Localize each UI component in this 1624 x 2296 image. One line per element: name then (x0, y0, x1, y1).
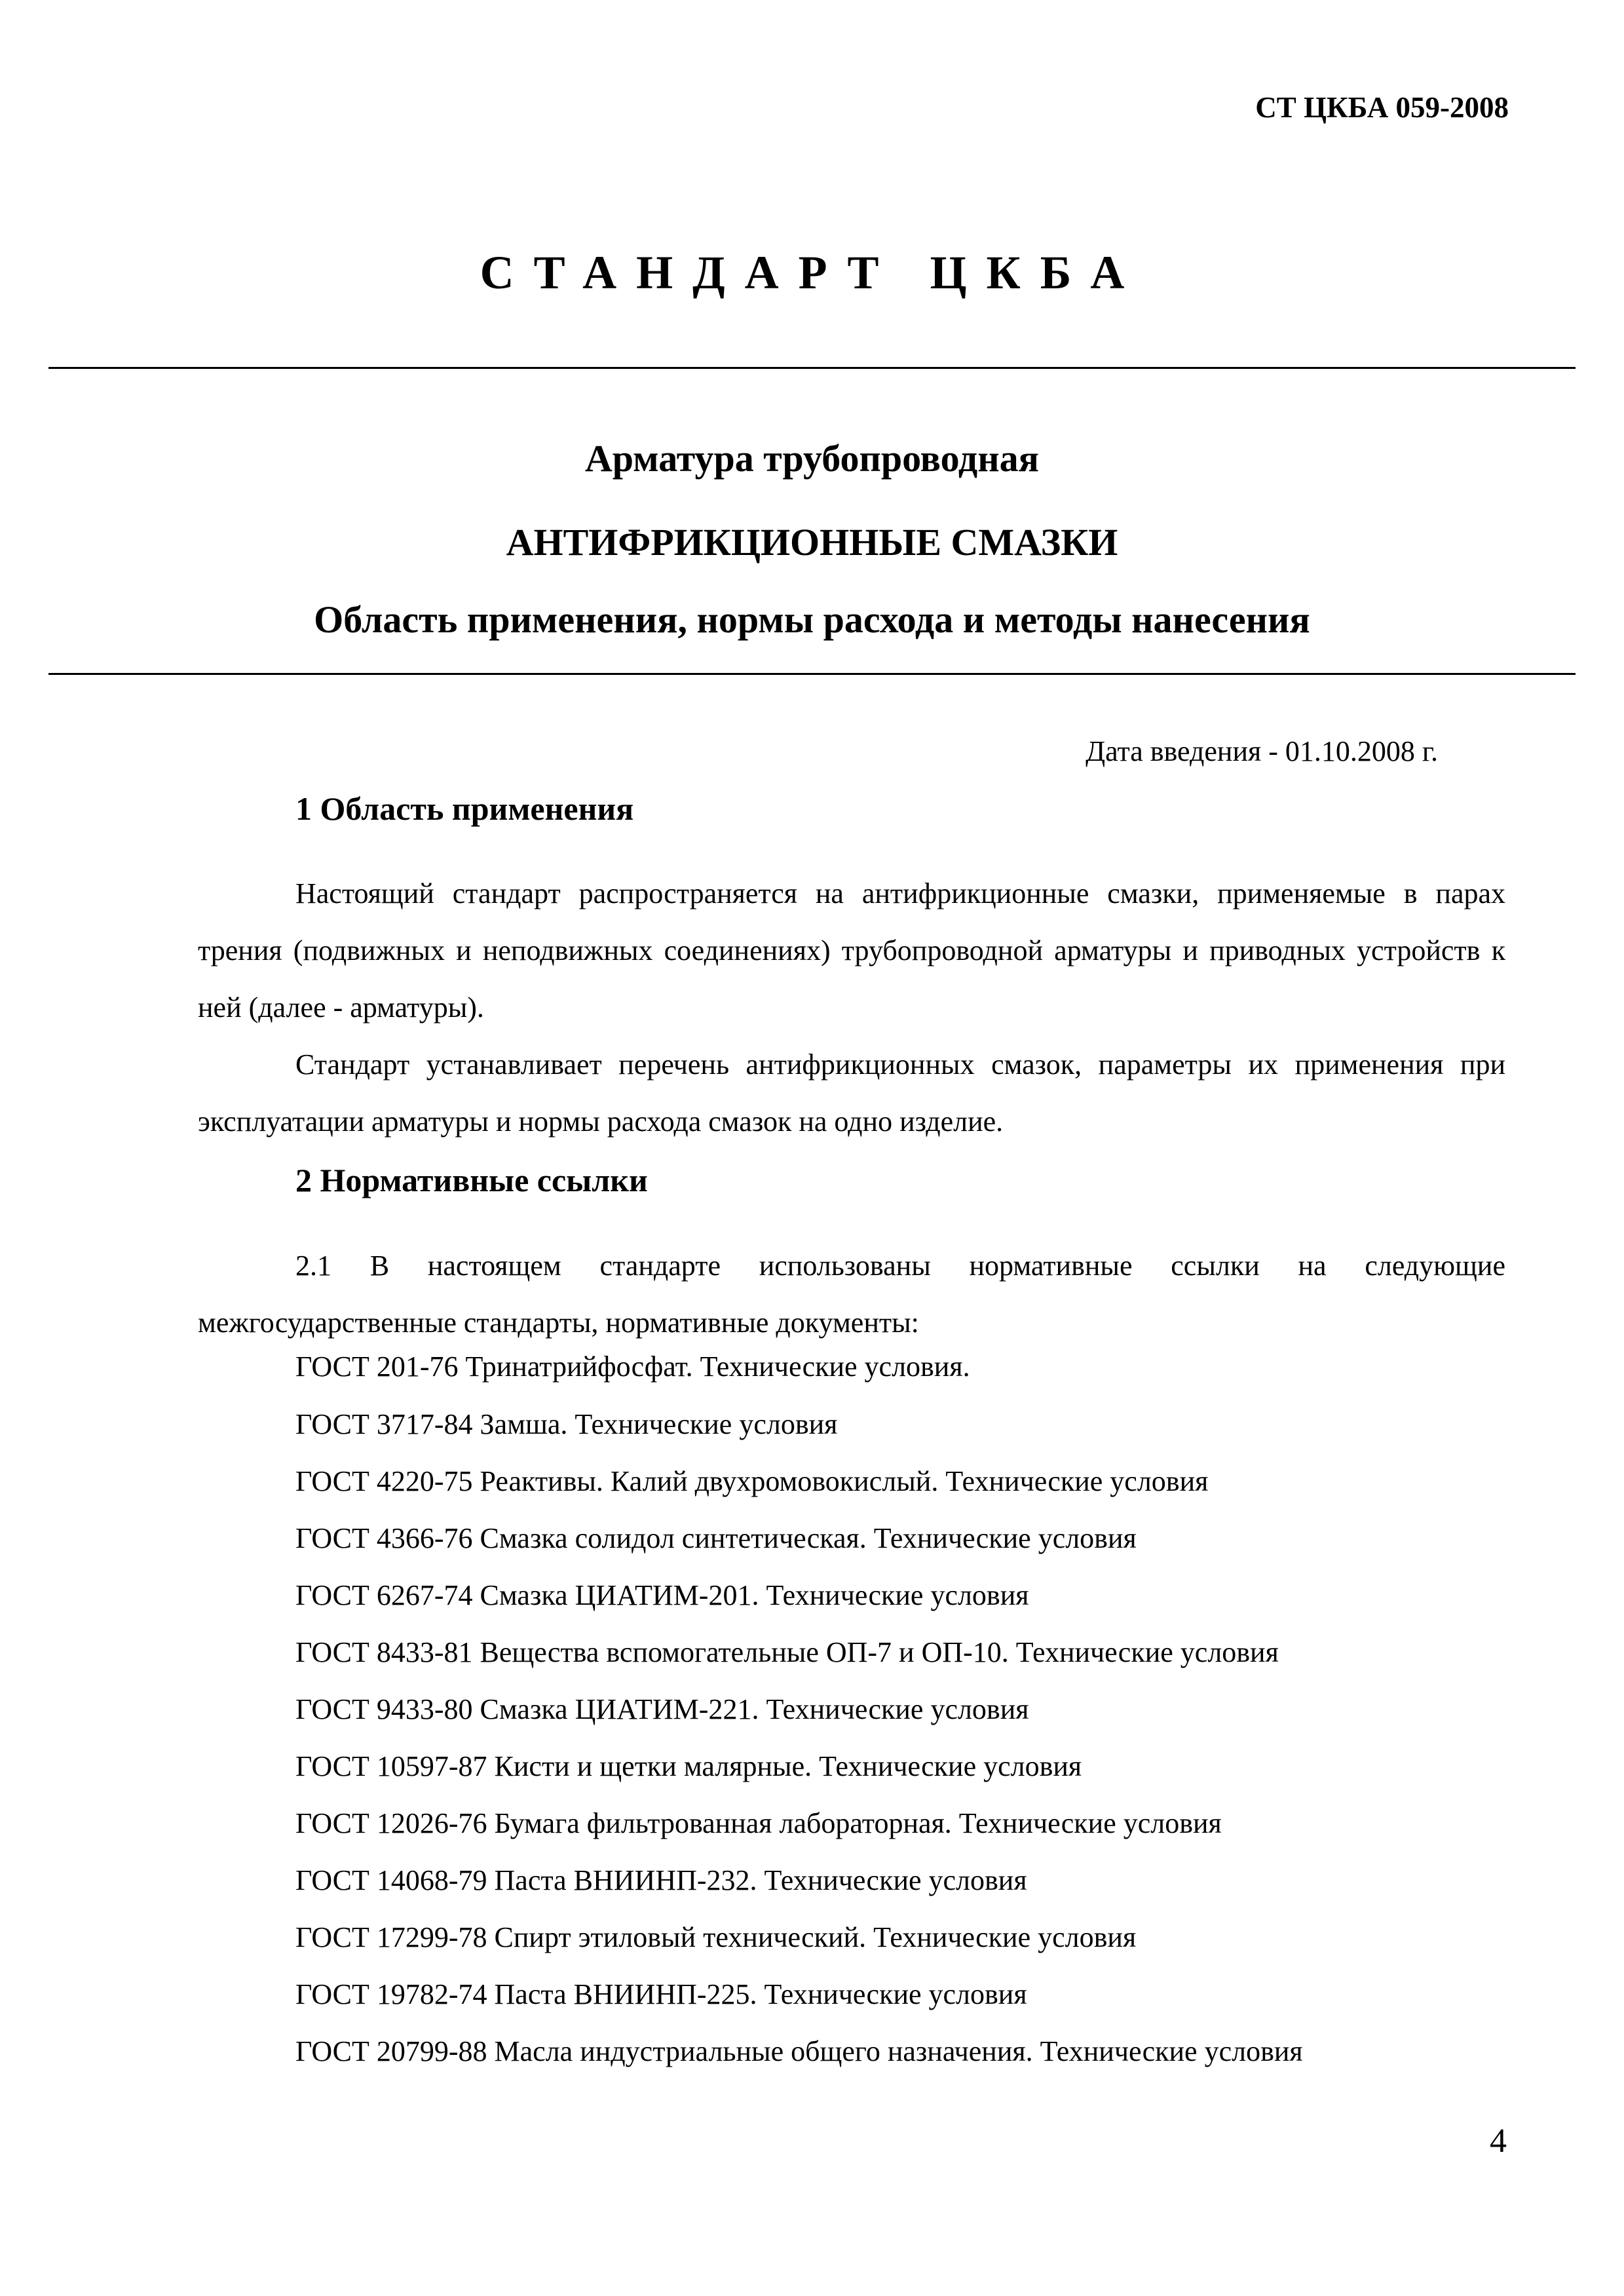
title-line-3: Область применения, нормы расхода и методы нанесения (314, 598, 1310, 641)
section-1-heading: 1 Область применения (295, 790, 634, 827)
reference-item: ГОСТ 4366-76 Смазка солидол синтетическая. Технические условия (295, 1522, 1137, 1554)
reference-item: ГОСТ 9433-80 Смазка ЦИАТИМ-221. Технические условия (295, 1693, 1029, 1725)
reference-item: ГОСТ 17299-78 Спирт этиловый технический. Технические условия (295, 1921, 1137, 1953)
introduction-date: Дата введения - 01.10.2008 г. (1086, 735, 1438, 767)
reference-item: ГОСТ 14068-79 Паста ВНИИНП-232. Технические условия (295, 1864, 1027, 1896)
section-1-paragraph-1: Настоящий стандарт распространяется на антифрикционные смазки, применяемые в парах трения (подвижных и неподвижных соединениях) трубопроводной арматуры и приводных устройств к ней (далее - арматуры). (198, 877, 1505, 1024)
reference-item: ГОСТ 19782-74 Паста ВНИИНП-225. Технические условия (295, 1978, 1027, 2010)
reference-item: ГОСТ 6267-74 Смазка ЦИАТИМ-201. Технические условия (295, 1579, 1029, 1611)
bottom-divider (48, 673, 1576, 675)
document-code: СТ ЦКБА 059-2008 (1255, 91, 1509, 124)
reference-item: ГОСТ 8433-81 Вещества вспомогательные ОП-7 и ОП-10. Технические условия (295, 1636, 1279, 1668)
standard-title: СТАНДАРТ ЦКБА (480, 246, 1144, 299)
page-number: 4 (1490, 2122, 1507, 2160)
section-1-paragraph-2: Стандарт устанавливает перечень антифрикционных смазок, параметры их применения при эксплуатации арматуры и нормы расхода смазок на одно изделие. (198, 1048, 1505, 1138)
section-2-paragraph-1: 2.1 В настоящем стандарте использованы нормативные ссылки на следующие межгосударственные стандарты, нормативные документы: (198, 1250, 1505, 1339)
reference-item: ГОСТ 10597-87 Кисти и щетки малярные. Технические условия (295, 1750, 1082, 1782)
reference-item: ГОСТ 20799-88 Масла индустриальные общего назначения. Технические условия (295, 2035, 1303, 2067)
section-2-heading: 2 Нормативные ссылки (295, 1162, 648, 1198)
reference-item: ГОСТ 201-76 Тринатрийфосфат. Технические условия. (295, 1350, 970, 1383)
reference-item: ГОСТ 4220-75 Реактивы. Калий двухромовокислый. Технические условия (295, 1465, 1209, 1497)
title-line-1: Арматура трубопроводная (584, 437, 1040, 480)
reference-item: ГОСТ 3717-84 Замша. Технические условия (295, 1408, 838, 1440)
title-line-2: АНТИФРИКЦИОННЫЕ СМАЗКИ (506, 521, 1118, 564)
top-divider (48, 367, 1576, 369)
reference-item: ГОСТ 12026-76 Бумага фильтрованная лабораторная. Технические условия (295, 1807, 1222, 1839)
